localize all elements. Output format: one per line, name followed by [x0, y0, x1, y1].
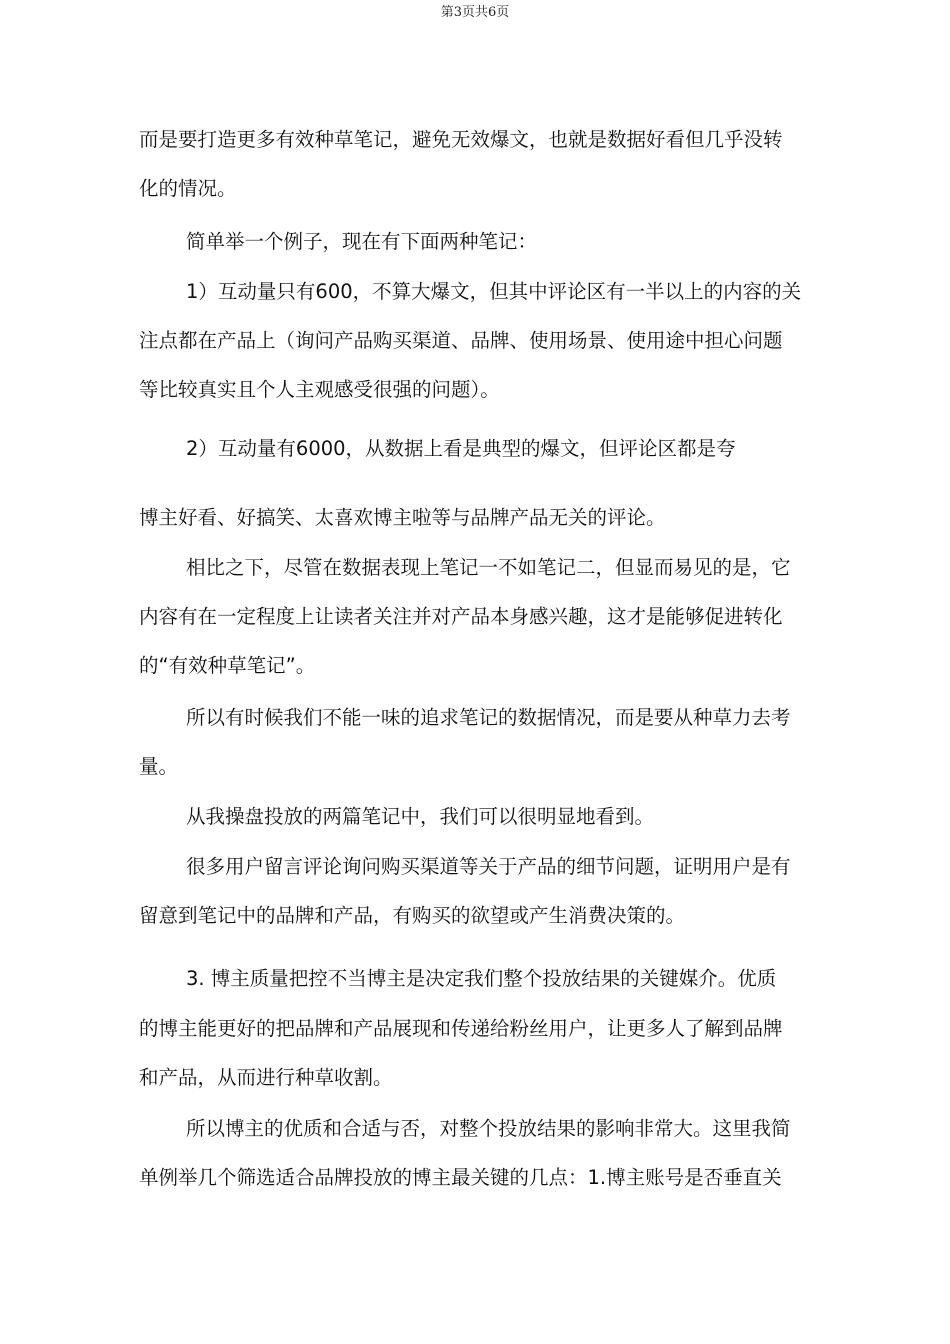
body-text-line: 和产品，从而进行种草收割。	[139, 1066, 393, 1089]
body-text-line: 相比之下，尽管在数据表现上笔记一不如笔记二，但显而易见的是，它	[186, 556, 791, 579]
body-text-line: 等比较真实且个人主观感受很强的问题）。	[139, 378, 500, 401]
body-text-line: 所以博主的优质和合适与否，对整个投放结果的影响非常大。这里我简	[186, 1117, 791, 1140]
body-text-line: 的“有效种草笔记”。	[139, 654, 316, 677]
body-text-line: 2）互动量有6000，从数据上看是典型的爆文，但评论区都是夸	[186, 437, 736, 460]
body-text-line: 内容有在一定程度上让读者关注并对产品本身感兴趣，这才是能够促进转化	[139, 605, 783, 628]
body-text-line: 所以有时候我们不能一味的追求笔记的数据情况，而是要从种草力去考	[186, 706, 791, 729]
body-text-line: 的博主能更好的把品牌和产品展现和传递给粉丝用户，让更多人了解到品牌	[139, 1017, 783, 1040]
body-text-line: 留意到笔记中的品牌和产品，有购买的欲望或产生消费决策的。	[139, 904, 686, 927]
body-text-line: 博主好看、好搞笑、太喜欢博主啦等与品牌产品无关的评论。	[139, 506, 666, 529]
body-text-line: 量。	[139, 755, 179, 778]
body-text-line: 1）互动量只有600，不算大爆文，但其中评论区有一半以上的内容的关	[186, 280, 802, 303]
body-text-line: 3. 博主质量把控不当博主是决定我们整个投放结果的关键媒介。优质	[186, 967, 777, 990]
body-text-line: 而是要打造更多有效种草笔记，避免无效爆文，也就是数据好看但几乎没转	[139, 128, 783, 151]
body-text-line: 单例举几个筛选适合品牌投放的博主最关键的几点：1.博主账号是否垂直关	[139, 1166, 782, 1189]
body-text-line: 化的情况。	[139, 177, 237, 200]
body-text-line: 很多用户留言评论询问购买渠道等关于产品的细节问题，证明用户是有	[186, 855, 791, 878]
body-text-line: 简单举一个例子，现在有下面两种笔记：	[186, 230, 538, 253]
page-number-header: 第3页共6页	[440, 5, 510, 20]
body-text-line: 从我操盘投放的两篇笔记中，我们可以很明显地看到。	[186, 805, 655, 828]
body-text-line: 注点都在产品上（询问产品购买渠道、品牌、使用场景、使用途中担心问题	[139, 329, 783, 352]
